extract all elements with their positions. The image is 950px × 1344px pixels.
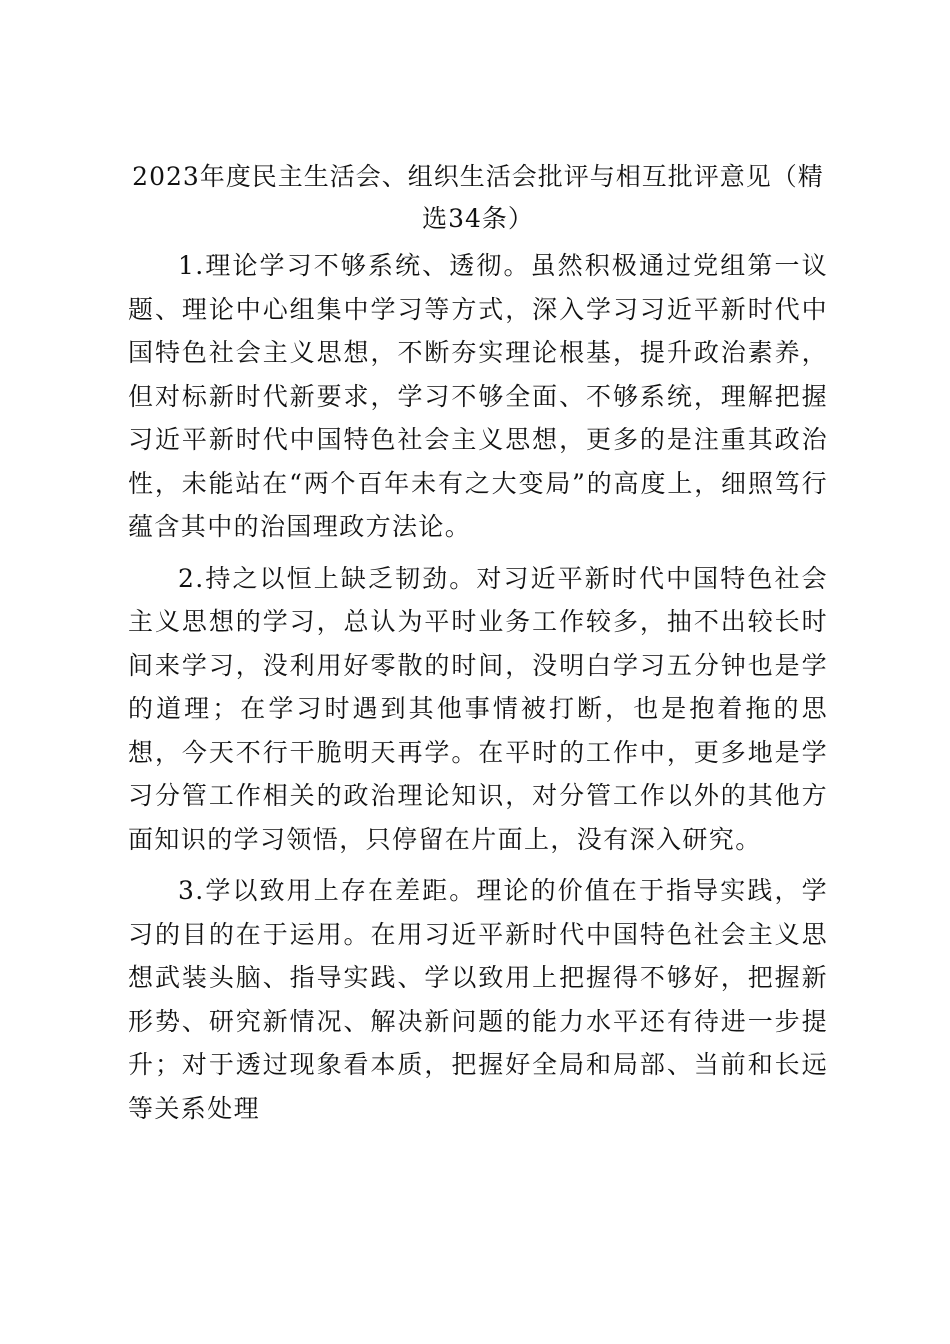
- paragraph-1: 1.理论学习不够系统、透彻。虽然积极通过党组第一议题、理论中心组集中学习等方式，深入学习习近平新时代中国特色社会主义思想，不断夯实理论根基，提升政治素养，但对标新时代新要求，学习不够全面、不够系统，理解把握习近平新时代中国特色社会主义思想，更多的是注重其政治性，未能站在“两个百年未有之大变局”的高度上，细照笃行蕴含其中的治国理政方法论。: [128, 251, 828, 541]
- document-body: [128, 244, 828, 1138]
- document-title: 2023年度民主生活会、组织生活会批评与相互批评意见（精选34条）: [132, 162, 824, 233]
- paragraph-3: 3.学以致用上存在差距。理论的价值在于指导实践，学习的目的在于运用。在用习近平新时代中国特色社会主义思想武装头脑、指导实践、学以致用上把握得不够好，把握新形势、研究新情况、解决新问题的能力水平还有待进一步提升；对于透过现象看本质，把握好全局和局部、当前和长远等关系处理: [128, 876, 828, 1123]
- paragraph-2: 2.持之以恒上缺乏韧劲。对习近平新时代中国特色社会主义思想的学习，总认为平时业务工作较多，抽不出较长时间来学习，没利用好零散的时间，没明白学习五分钟也是学的道理；在学习时遇到其他事情被打断，也是抱着拖的思想，今天不行干脆明天再学。在平时的工作中，更多地是学习分管工作相关的政治理论知识，对分管工作以外的其他方面知识的学习领悟，只停留在片面上，没有深入研究。: [128, 563, 828, 854]
